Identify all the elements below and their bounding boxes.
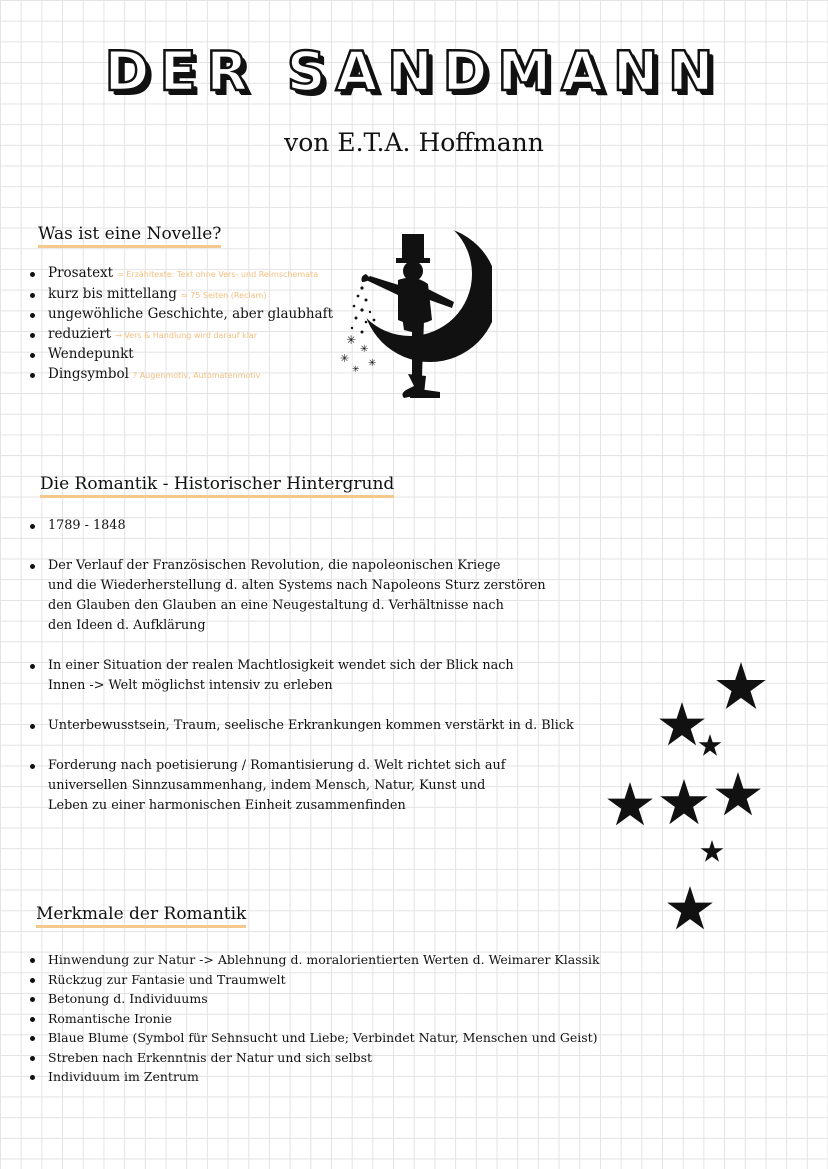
sandman-on-moon-icon <box>332 216 492 406</box>
list-item: Streben nach Erkenntnis der Natur und sich selbst <box>26 1048 600 1068</box>
list-item: Der Verlauf der Französischen Revolution, die napoleonischen Kriege und die Wiederherstellung d. alten Systems nach Napoleons Sturz zerstören den Glauben den Glauben an eine Neugestaltung d. Verhältnisse nach den Ideen d. Aufklärung <box>26 556 574 636</box>
note: ≈ 75 Seiten (Reclam) <box>180 290 267 300</box>
list-item: Individuum im Zentrum <box>26 1067 600 1087</box>
page-subtitle: von E.T.A. Hoffmann <box>284 128 544 157</box>
list-item: Hinwendung zur Natur -> Ablehnung d. moralorientierten Werten d. Weimarer Klassik <box>26 950 600 970</box>
stars-icon <box>604 656 774 946</box>
merkmale-heading: Merkmale der Romantik <box>36 904 246 928</box>
list-item: Prosatext = Erzähltexte: Text ohne Vers- und Reimschemata <box>26 264 333 285</box>
page-title: DER SANDMANN <box>104 40 724 103</box>
novelle-list <box>26 264 333 385</box>
merkmale-list <box>26 950 600 1087</box>
list-item: reduziert → Vers & Handlung wird darauf klar <box>26 325 333 346</box>
list-item: Unterbewusstsein, Traum, seelische Erkrankungen kommen verstärkt in d. Blick <box>26 716 574 736</box>
list-item: In einer Situation der realen Machtlosigkeit wendet sich der Blick nach Innen -> Welt möglichst intensiv zu erleben <box>26 656 574 696</box>
note: = Erzähltexte: Text ohne Vers- und Reimschemata <box>117 270 319 279</box>
novelle-heading: Was ist eine Novelle? <box>38 224 221 248</box>
list-item: ungewöhliche Geschichte, aber glaubhaft <box>26 305 333 325</box>
list-item: kurz bis mittellang ≈ 75 Seiten (Reclam) <box>26 285 333 306</box>
romantik-heading: Die Romantik - Historischer Hintergrund <box>40 474 394 498</box>
list-item: Rückzug zur Fantasie und Traumwelt <box>26 970 600 990</box>
svg-text:✳: ✳ <box>340 352 350 365</box>
romantik-list <box>26 516 574 816</box>
svg-text:✳: ✳ <box>368 358 377 369</box>
svg-text:✳: ✳ <box>360 344 369 355</box>
list-item: Dingsymbol ? Augenmotiv, Automatenmotiv <box>26 365 333 386</box>
list-item: Forderung nach poetisierung / Romantisierung d. Welt richtet sich auf universellen Sinnzusammenhang, indem Mensch, Natur, Kunst und Leben zu einer harmonischen Einheit zusammenfinden <box>26 756 574 816</box>
list-item: Romantische Ironie <box>26 1009 600 1029</box>
note: → Vers & Handlung wird darauf klar <box>115 330 258 340</box>
svg-text:✳: ✳ <box>346 333 357 347</box>
list-item: Wendepunkt <box>26 345 333 365</box>
list-item: 1789 - 1848 <box>26 516 574 536</box>
list-item: Betonung d. Individuums <box>26 989 600 1009</box>
svg-text:✳: ✳ <box>352 365 360 375</box>
note: ? Augenmotiv, Automatenmotiv <box>132 370 261 380</box>
list-item: Blaue Blume (Symbol für Sehnsucht und Liebe; Verbindet Natur, Menschen und Geist) <box>26 1028 600 1048</box>
